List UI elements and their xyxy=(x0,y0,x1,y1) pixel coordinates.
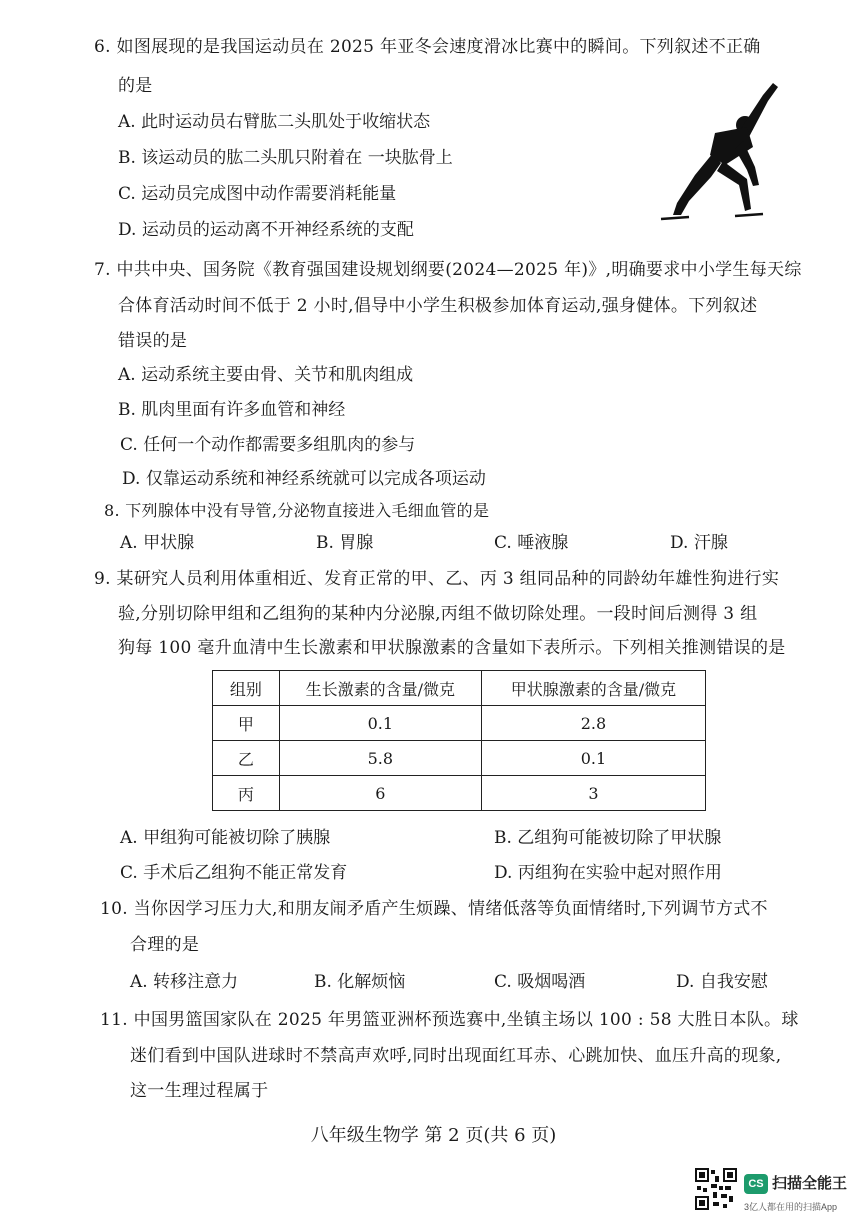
q11-stem-line2: 迷们看到中国队进球时不禁高声欢呼,同时出现面红耳赤、心跳加快、血压升高的现象, xyxy=(130,1046,782,1066)
q10-stem-line1: 10. 当你因学习压力大,和朋友闹矛盾产生烦躁、情绪低落等负面情绪时,下列调节方式不 xyxy=(100,899,768,919)
table-row xyxy=(213,776,706,811)
q6-option-d: D. 运动员的运动离不开神经系统的支配 xyxy=(118,220,414,240)
table-header: 生长激素的含量/微克 xyxy=(279,671,481,706)
q11-stem-line3: 这一生理过程属于 xyxy=(130,1081,269,1101)
q6-stem-line1: 6. 如图展现的是我国运动员在 2025 年亚冬会速度滑冰比赛中的瞬间。下列叙述不正确 xyxy=(94,37,761,57)
q8-option-d: D. 汗腺 xyxy=(670,533,728,553)
q9-option-a: A. 甲组狗可能被切除了胰腺 xyxy=(120,828,331,848)
q7-option-c: C. 任何一个动作都需要多组肌肉的参与 xyxy=(120,435,416,455)
table-cell: 甲 xyxy=(213,706,280,741)
q7-option-d: D. 仅靠运动系统和神经系统就可以完成各项运动 xyxy=(122,469,486,489)
q8-stem: 8. 下列腺体中没有导管,分泌物直接进入毛细血管的是 xyxy=(104,501,490,520)
q8-option-b: B. 胃腺 xyxy=(316,533,374,553)
table-cell: 0.1 xyxy=(481,741,705,776)
q10-option-d: D. 自我安慰 xyxy=(676,972,768,992)
table-header-row xyxy=(213,671,706,706)
q7-stem-line3: 错误的是 xyxy=(118,331,188,351)
q6-stem-line2: 的是 xyxy=(118,76,153,96)
qr-code-icon xyxy=(695,1168,737,1210)
q10-option-c: C. 吸烟喝酒 xyxy=(494,972,586,992)
q8-option-c: C. 唾液腺 xyxy=(494,533,569,553)
table-cell: 2.8 xyxy=(481,706,705,741)
q9-option-d: D. 丙组狗在实验中起对照作用 xyxy=(494,863,722,883)
table-header: 组别 xyxy=(213,671,280,706)
table-cell: 3 xyxy=(481,776,705,811)
table-cell: 乙 xyxy=(213,741,280,776)
speed-skater-illustration xyxy=(655,75,790,225)
q6-option-c: C. 运动员完成图中动作需要消耗能量 xyxy=(118,184,397,204)
q9-stem-line3: 狗每 100 毫升血清中生长激素和甲状腺激素的含量如下表所示。下列相关推测错误的是 xyxy=(118,638,786,658)
q10-option-a: A. 转移注意力 xyxy=(130,972,239,992)
q7-stem-line1: 7. 中共中央、国务院《教育强国建设规划纲要(2024—2025 年)》,明确要求中小学生每天综 xyxy=(94,260,802,280)
table-cell: 丙 xyxy=(213,776,280,811)
camscanner-logo: CS xyxy=(744,1174,768,1194)
q7-option-b: B. 肌肉里面有许多血管和神经 xyxy=(118,400,346,420)
table-header: 甲状腺激素的含量/微克 xyxy=(481,671,705,706)
q7-option-a: A. 运动系统主要由骨、关节和肌肉组成 xyxy=(118,365,414,385)
q8-option-a: A. 甲状腺 xyxy=(120,533,195,553)
q9-stem-line1: 9. 某研究人员利用体重相近、发育正常的甲、乙、丙 3 组同品种的同龄幼年雄性狗进行实 xyxy=(94,569,780,589)
q6-option-b: B. 该运动员的肱二头肌只附着在 一块肱骨上 xyxy=(118,148,453,168)
table-cell: 6 xyxy=(279,776,481,811)
table-cell: 5.8 xyxy=(279,741,481,776)
camscanner-name: 扫描全能王 xyxy=(772,1175,848,1192)
table-row xyxy=(213,706,706,741)
q11-stem-line1: 11. 中国男篮国家队在 2025 年男篮亚洲杯预选赛中,坐镇主场以 100 : 58 大胜日本队。球 xyxy=(100,1010,799,1030)
camscanner-tagline: 3亿人都在用的扫描App xyxy=(744,1202,838,1212)
table-row xyxy=(213,741,706,776)
q9-option-c: C. 手术后乙组狗不能正常发育 xyxy=(120,863,348,883)
table-cell: 0.1 xyxy=(279,706,481,741)
hormone-table xyxy=(212,670,706,811)
q9-stem-line2: 验,分别切除甲组和乙组狗的某种内分泌腺,丙组不做切除处理。一段时间后测得 3 组 xyxy=(118,604,758,624)
q6-option-a: A. 此时运动员右臂肱二头肌处于收缩状态 xyxy=(118,112,431,132)
page-footer: 八年级生物学 第 2 页(共 6 页) xyxy=(310,1125,557,1146)
q9-option-b: B. 乙组狗可能被切除了甲状腺 xyxy=(494,828,722,848)
q10-stem-line2: 合理的是 xyxy=(130,935,200,955)
q7-stem-line2: 合体育活动时间不低于 2 小时,倡导中小学生积极参加体育运动,强身健体。下列叙述 xyxy=(118,296,758,316)
q10-option-b: B. 化解烦恼 xyxy=(314,972,406,992)
